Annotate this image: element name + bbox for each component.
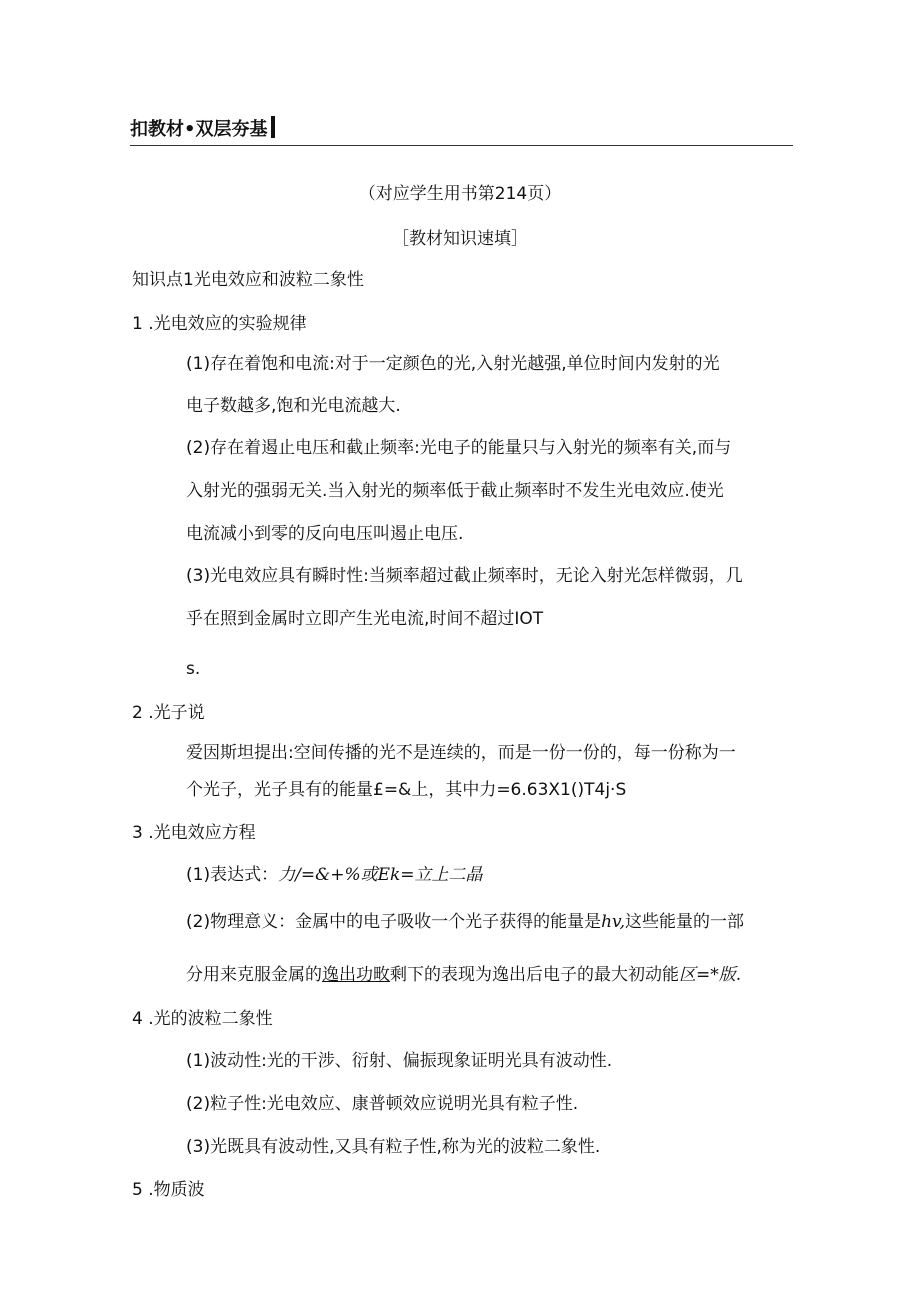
meaning-mid: 剩下的表现为逸出后电子的最大初动能	[390, 965, 679, 985]
kinetic-energy-formula: 区=*版.	[679, 965, 742, 985]
item-1-p3-line3: s.	[186, 659, 201, 679]
item-2-heading: 2 .光子说	[132, 703, 205, 723]
item-1-p1-line1: (1)存在着饱和电流:对于一定颜色的光,入射光越强,单位时间内发射的光	[186, 354, 720, 374]
item-4-line3: (3)光既具有波动性,又具有粒子性,称为光的波粒二象性.	[186, 1137, 601, 1157]
expression-formula: 力∕=&+%或Ek=立上二晶	[278, 865, 483, 885]
item-3-heading: 3 .光电效应方程	[132, 823, 256, 843]
item-4-line1: (1)波动性:光的干涉、衍射、偏振现象证明光具有波动性.	[186, 1051, 613, 1071]
expression-label: (1)表达式：	[186, 865, 279, 885]
page-reference: （对应学生用书第214页）	[358, 184, 562, 204]
item-5-heading: 5 .物质波	[132, 1180, 205, 1200]
photon-energy-formula: hv,	[601, 912, 626, 932]
header-title-text: 扣教材•双层夯基	[130, 119, 268, 140]
section-title: ［教材知识速填］	[392, 229, 528, 249]
section-header	[130, 113, 793, 146]
header-title	[130, 115, 275, 141]
header-bar-mark	[271, 116, 275, 138]
item-3-expression	[186, 863, 483, 887]
knowledge-point-title: 知识点1光电效应和波粒二象性	[132, 270, 364, 290]
item-1-p2-line2: 入射光的强弱无关.当入射光的频率低于截止频率时不发生光电效应.使光	[186, 481, 724, 501]
item-1-heading: 1 .光电效应的实验规律	[132, 314, 307, 334]
item-3-meaning-line1	[186, 910, 744, 934]
item-4-heading: 4 .光的波粒二象性	[132, 1009, 273, 1029]
item-1-p1-line2: 电子数越多,饱和光电流越大.	[186, 396, 401, 416]
item-1-p3-line1: (3)光电效应具有瞬时性:当频率超过截止频率时，无论入射光怎样微弱，几	[186, 566, 743, 586]
work-function-term: 逸出功畋	[322, 965, 390, 985]
item-1-p3-line2: 乎在照到金属时立即产生光电流,时间不超过IOT	[186, 609, 544, 629]
item-1-p2-line3: 电流减小到零的反向电压叫遏止电压.	[186, 524, 464, 544]
item-2-line2: 个光子，光子具有的能量£=&上，其中力=6.63X1()T4j·S	[186, 780, 627, 800]
meaning-text: (2)物理意义：金属中的电子吸收一个光子获得的能量是	[186, 912, 602, 932]
item-1-p2-line1: (2)存在着遏止电压和截止频率:光电子的能量只与入射光的频率有关,而与	[186, 438, 732, 458]
meaning-tail: 这些能量的一部	[625, 912, 745, 932]
item-3-meaning-line2	[186, 963, 741, 987]
item-4-line2: (2)粒子性:光电效应、康普顿效应说明光具有粒子性.	[186, 1094, 579, 1114]
meaning-pre: 分用来克服金属的	[186, 965, 322, 985]
item-2-line1: 爱因斯坦提出:空间传播的光不是连续的，而是一份一份的，每一份称为一	[186, 743, 736, 763]
